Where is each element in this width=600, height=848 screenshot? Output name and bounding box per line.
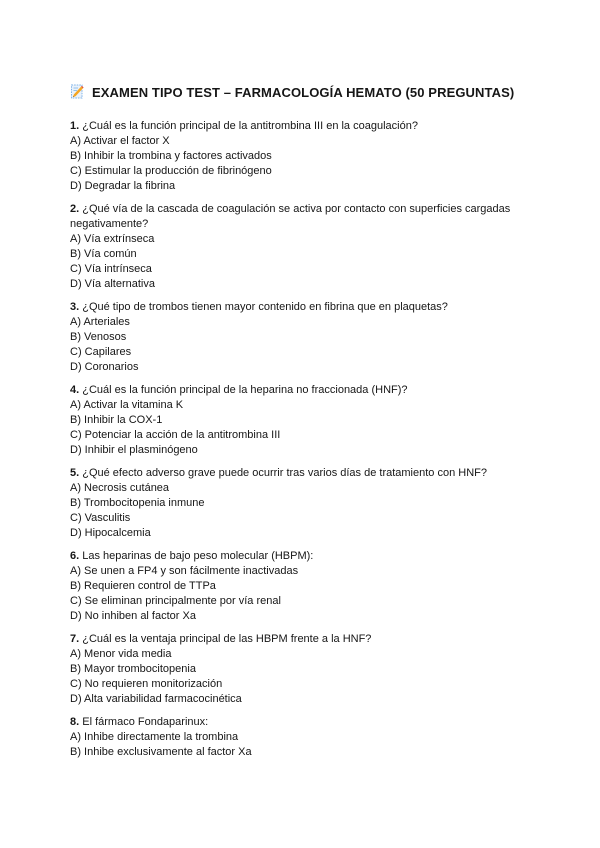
question-text: Las heparinas de bajo peso molecular (HBPM):	[82, 550, 314, 562]
answer-option: A) Menor vida media	[70, 648, 172, 660]
question-line	[70, 383, 530, 398]
question-line	[70, 549, 530, 564]
answer-option: A) Inhibe directamente la trombina	[70, 731, 239, 743]
answer-option: A) Arteriales	[70, 316, 130, 328]
page-title-text: EXAMEN TIPO TEST – FARMACOLOGÍA HEMATO (50 PREGUNTAS)	[92, 85, 515, 100]
question-block	[70, 202, 540, 292]
question-text: El fármaco Fondaparinux:	[82, 716, 209, 728]
question-line	[70, 632, 530, 647]
answer-option: C) Vía intrínseca	[70, 263, 152, 275]
question-line	[70, 202, 530, 232]
answer-option: C) Estimular la producción de fibrinógeno	[70, 165, 272, 177]
question-text: ¿Cuál es la función principal de la antitrombina III en la coagulación?	[82, 120, 418, 132]
question-text: ¿Cuál es la función principal de la heparina no fraccionada (HNF)?	[82, 384, 408, 396]
answer-option: B) Inhibir la trombina y factores activados	[70, 150, 272, 162]
answer-option: C) Potenciar la acción de la antitrombina III	[70, 429, 281, 441]
question-line	[70, 466, 530, 481]
question-block	[70, 715, 540, 760]
answer-option: C) Capilares	[70, 346, 132, 358]
page-title	[70, 84, 540, 101]
question-number: 5.	[70, 467, 83, 479]
question-block	[70, 300, 540, 375]
question-line	[70, 300, 530, 315]
option-list	[70, 134, 540, 194]
answer-option: A) Se unen a FP4 y son fácilmente inactivadas	[70, 565, 299, 577]
answer-option: D) Hipocalcemia	[70, 527, 151, 539]
question-block	[70, 383, 540, 458]
question-block	[70, 466, 540, 541]
answer-option: A) Activar la vitamina K	[70, 399, 184, 411]
question-number: 6.	[70, 550, 83, 562]
answer-option: A) Vía extrínseca	[70, 233, 155, 245]
question-number: 1.	[70, 120, 83, 132]
answer-option: B) Inhibir la COX-1	[70, 414, 163, 426]
answer-option: C) Se eliminan principalmente por vía renal	[70, 595, 281, 607]
answer-option: D) Vía alternativa	[70, 278, 155, 290]
answer-option: B) Inhibe exclusivamente al factor Xa	[70, 746, 252, 758]
question-line	[70, 119, 530, 134]
answer-option: D) Coronarios	[70, 361, 139, 373]
answer-option: C) Vasculitis	[70, 512, 131, 524]
memo-icon	[70, 84, 85, 99]
answer-option: B) Vía común	[70, 248, 137, 260]
answer-option: A) Activar el factor X	[70, 135, 170, 147]
question-text: ¿Cuál es la ventaja principal de las HBPM frente a la HNF?	[82, 633, 372, 645]
answer-option: D) No inhiben al factor Xa	[70, 610, 196, 622]
question-line	[70, 715, 530, 730]
question-block	[70, 549, 540, 624]
answer-option: B) Trombocitopenia inmune	[70, 497, 205, 509]
answer-option: A) Necrosis cutánea	[70, 482, 170, 494]
answer-option: D) Inhibir el plasminógeno	[70, 444, 198, 456]
answer-option: D) Degradar la fibrina	[70, 180, 176, 192]
option-list	[70, 730, 540, 760]
option-list	[70, 564, 540, 624]
answer-option: C) No requieren monitorización	[70, 678, 223, 690]
answer-option: B) Venosos	[70, 331, 127, 343]
answer-option: D) Alta variabilidad farmacocinética	[70, 693, 242, 705]
question-text: ¿Qué tipo de trombos tienen mayor contenido en fibrina que en plaquetas?	[82, 301, 448, 313]
question-number: 3.	[70, 301, 83, 313]
question-text: ¿Qué efecto adverso grave puede ocurrir tras varios días de tratamiento con HNF?	[82, 467, 487, 479]
option-list	[70, 232, 540, 292]
question-text: ¿Qué vía de la cascada de coagulación se activa por contacto con superficies cargadas negativamente?	[70, 203, 511, 230]
answer-option: B) Requieren control de TTPa	[70, 580, 216, 592]
option-list	[70, 481, 540, 541]
option-list	[70, 315, 540, 375]
question-list	[70, 119, 540, 760]
question-number: 2.	[70, 203, 83, 215]
option-list	[70, 647, 540, 707]
question-block	[70, 119, 540, 194]
question-block	[70, 632, 540, 707]
question-number: 4.	[70, 384, 83, 396]
question-number: 8.	[70, 716, 83, 728]
answer-option: B) Mayor trombocitopenia	[70, 663, 196, 675]
option-list	[70, 398, 540, 458]
question-number: 7.	[70, 633, 83, 645]
